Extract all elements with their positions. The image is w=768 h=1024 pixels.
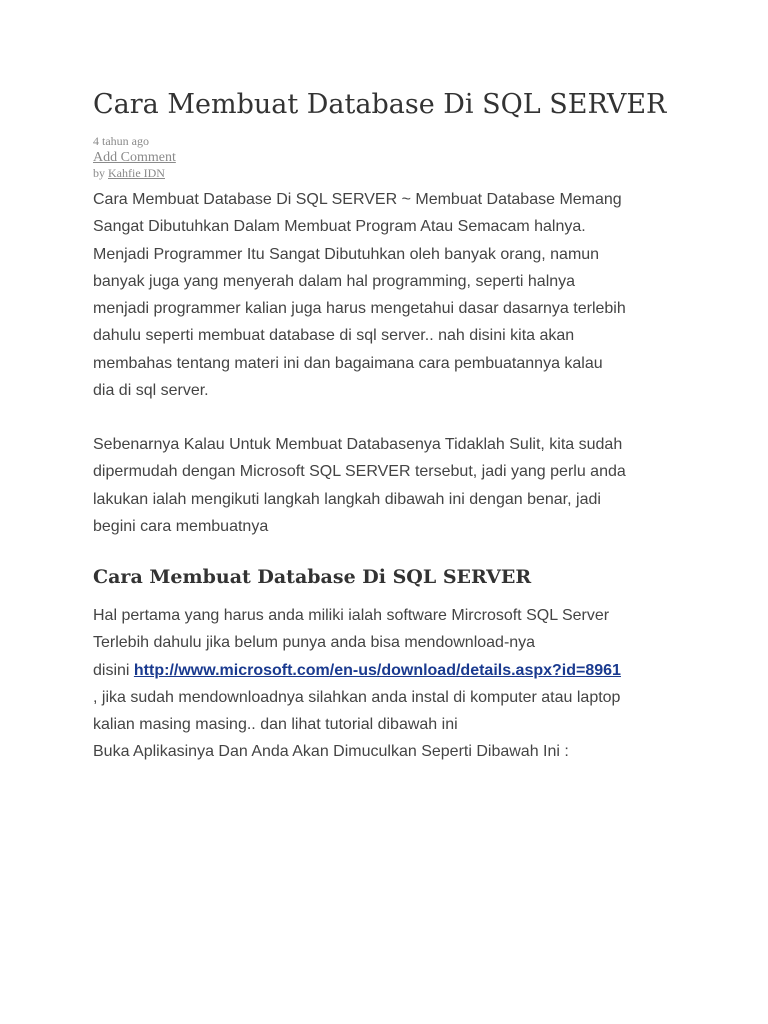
author-link[interactable]: Kahfie IDN — [108, 166, 165, 180]
paragraph-line: Sangat Dibutuhkan Dalam Membuat Program Atau Semacam halnya. — [93, 218, 586, 236]
paragraph-line: menjadi programmer kalian juga harus mengetahui dasar dasarnya terlebih — [93, 300, 626, 318]
instructions-paragraph — [93, 602, 693, 766]
paragraph-line: dia di sql server. — [93, 382, 209, 400]
paragraph-line: Menjadi Programmer Itu Sangat Dibutuhkan oleh banyak orang, namun — [93, 245, 600, 263]
paragraph-line: begini cara membuatnya — [93, 517, 269, 535]
article-meta — [93, 134, 176, 181]
link-prefix: disini — [93, 661, 134, 679]
paragraph-line: dahulu seperti membuat database di sql server.. nah disini kita akan — [93, 327, 575, 345]
intro-paragraph — [93, 186, 693, 404]
paragraph-line: Terlebih dahulu jika belum punya anda bisa mendownload-nya — [93, 634, 536, 652]
paragraph-line: Cara Membuat Database Di SQL SERVER ~ Membuat Database Memang — [93, 191, 622, 208]
paragraph-line: lakukan ialah mengikuti langkah langkah dibawah ini dengan benar, jadi — [93, 490, 601, 508]
add-comment-link[interactable]: Add Comment — [93, 150, 176, 165]
paragraph-line-with-link — [93, 657, 693, 684]
paragraph-line: Hal pertama yang harus anda miliki ialah software Mircrosoft SQL Server — [93, 607, 610, 624]
paragraph-line: Buka Aplikasinya Dan Anda Akan Dimuculkan Seperti Dibawah Ini : — [93, 743, 569, 761]
by-label: by — [93, 166, 108, 180]
section-heading: Cara Membuat Database Di SQL SERVER — [93, 566, 532, 588]
second-paragraph — [93, 431, 693, 540]
article-title: Cara Membuat Database Di SQL SERVER — [93, 89, 667, 120]
post-date: 4 tahun ago — [93, 134, 149, 148]
paragraph-line: Sebenarnya Kalau Untuk Membuat Databasenya Tidaklah Sulit, kita sudah — [93, 436, 623, 453]
download-link[interactable]: http://www.microsoft.com/en-us/download/details.aspx?id=8961 — [133, 661, 621, 679]
paragraph-line: , jika sudah mendownloadnya silahkan anda instal di komputer atau laptop — [93, 688, 621, 706]
paragraph-line: membahas tentang materi ini dan bagaimana cara pembuatannya kalau — [93, 354, 603, 372]
paragraph-line: dipermudah dengan Microsoft SQL SERVER tersebut, jadi yang perlu anda — [93, 463, 626, 481]
paragraph-line: banyak juga yang menyerah dalam hal programming, seperti halnya — [93, 272, 576, 290]
paragraph-line: kalian masing masing.. dan lihat tutorial dibawah ini — [93, 716, 458, 734]
byline — [93, 166, 176, 181]
